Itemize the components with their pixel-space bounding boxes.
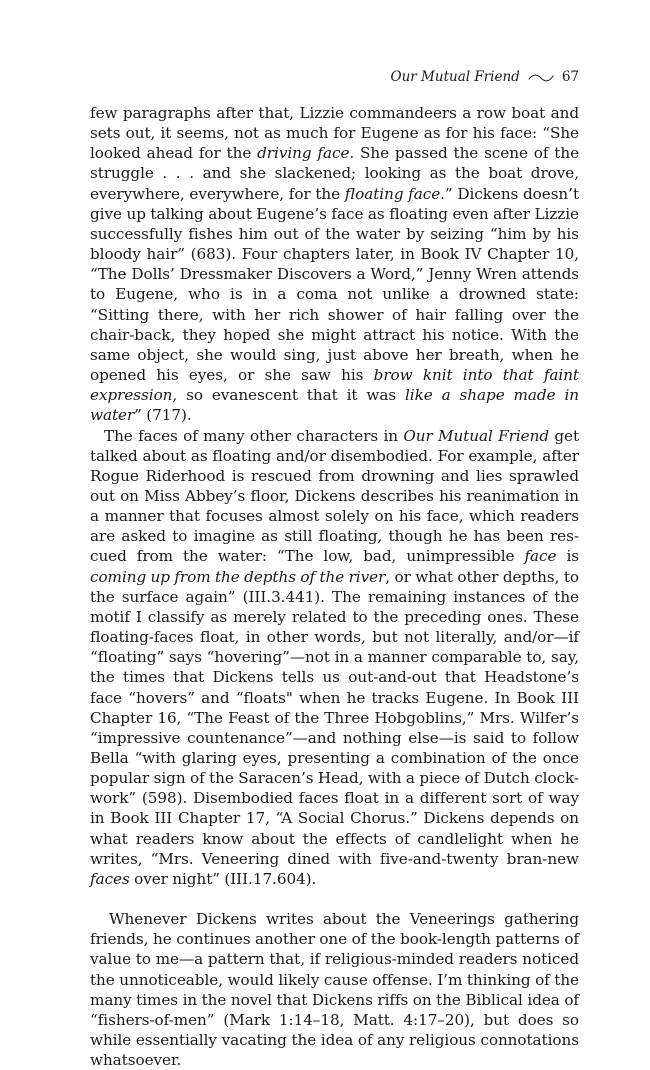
paragraph-continued: few paragraphs after that, Lizzie commandeers a row boat and sets out, it seems, not as much for Eugene as for his face: “She looked ahead for the driving face. She passed the scene of the struggle . . . and she slackened; looking as the boat drove, everywhere, everywhere, for the floating face.” Dickens doesn’t give up talking about Eugene’s face as floating even after Lizzie successfully fishes him out of the water by seizing “him by his bloody hair” (683). Four chapters later, in Book IV Chapter 10, “The Dolls’ Dressmaker Discovers a Word,” Jenny Wren attends to Eugene, who is in a coma not unlike a drowned state: “Sitting there, with her rich shower of hair falling over the chair-back, they hoped she might attract his notice. With the same object, she would sing, just above her breath, when he opened his eyes, or she saw his brow knit into that faint expression, so evanescent that it was like a shape made in water” (717). xyxy=(90,104,580,425)
body-text xyxy=(90,103,579,1070)
running-head xyxy=(391,68,579,86)
paragraph-floating-faces: The faces of many other characters in Our Mutual Friend get talked about as floating and/or disembodied. For example, after Rogue Riderhood is rescued from drowning and lies sprawled out on Miss Abbey’s floor, Dickens describes his reanimation in a manner that focuses almost solely on his face, which readers are asked to imagine as still floating, though he has been rescued from the water: “The low, bad, unimpressible face is coming up from the depths of the river, or what other depths, to the surface again” (III.3.441). The remaining instances of the motif I classify as merely related to the preceding ones. These floating-faces float, in other words, but not literally, and/or—if “floating” says “hovering”—not in a manner comparable to, say, the times that Dickens tells us out-and-out that Headstone’s face “hovers” and “floats" when he tracks Eugene. In Book III Chapter 16, “The Feast of the Three Hobgoblins,” Mrs. Wilfer’s “impressive countenance”—and nothing else—is said to follow Bella “with glaring eyes, presenting a combination of the once popular sign of the Saracen’s Head, with a piece of Dutch clock-work” (598). Disembodied faces float in a different sort of way in Book III Chapter 17, “A Social Chorus.” Dickens depends on what readers know about the effects of candlelight when he writes, “Mrs. Veneering dined with five-and-twenty bran-new faces over night” (III.17.604). xyxy=(90,426,579,888)
paragraph-veneerings: Whenever Dickens writes about the Veneerings gathering friends, he continues another one of the book-length patterns of value to me—a pattern that, if religious-minded readers noticed the unnoticeable, would likely cause offense. I’m thinking of the many times in the novel that Dickens riffs on the Biblical idea of “fishers-of-men” (Mark 1:14–18, Matt. 4:17–20), but does so while essentially vacating the idea of any religious connotations whatsoever. xyxy=(90,910,579,1070)
page-number: 67 xyxy=(561,69,579,85)
running-head-title: Our Mutual Friend xyxy=(390,69,520,85)
swirl-ornament-icon xyxy=(528,73,554,83)
